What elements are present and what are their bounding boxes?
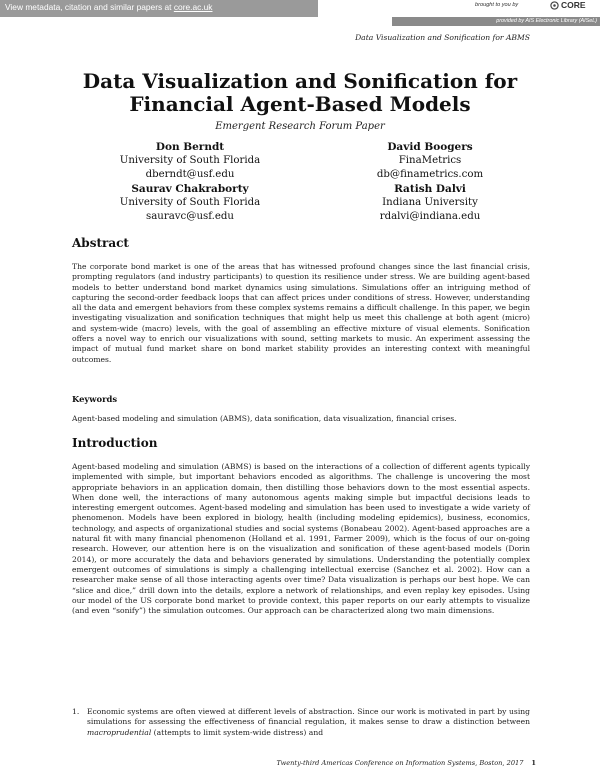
author-block	[350, 182, 510, 224]
author-affiliation: Indiana University	[382, 197, 478, 208]
author-name: Don Berndt	[155, 141, 225, 153]
keywords-heading: Keywords	[72, 394, 118, 404]
page-footer	[276, 759, 536, 767]
author-block	[350, 140, 510, 182]
author-affiliation: University of South Florida	[119, 155, 261, 166]
provided-by-text: provided by AIS Electronic Library (AISeL)	[496, 18, 597, 24]
abstract-text: The corporate bond market is one of the areas that has witnessed profound changes since the last financial crisis, prompting regulators (and industry participants) to question its resilience under stress. We are building agent-based models to better understand bond market dynamics using simulations. Simulations offer an intriguing method of capturing the second-order feedback loops that can affect prices under conditions of stress. However, understanding all the data and emergent behaviors from these complex systems remains a difficult challenge. In this paper, we begin investigating visualization and sonification techniques that might help us meet this challenge at both agent (micro) and system-wide (macro) levels, with the goal of assembling an effective mixture of visual elements. Sonification offers a novel way to enrich our visualizations with sound, setting markets to music. An experiment assessing the impact of mutual fund market share on bond market stability provides an interesting context with meaningful outcomes.	[72, 262, 530, 364]
core-link[interactable]: core.ac.uk	[173, 2, 213, 12]
running-head: Data Visualization and Sonification for ABMS	[355, 33, 530, 42]
paper-type: Emergent Research Forum Paper	[215, 121, 385, 132]
paper-title	[0, 70, 600, 116]
list-item-text: Economic systems are often viewed at different levels of abstraction. Since our work is motivated in part by using simulations for assessing the effectiveness of financial regulation, it makes sense to draw a distinction between macroprudential (attempts to limit system-wide distress) and	[87, 707, 530, 737]
introduction-heading: Introduction	[72, 436, 158, 450]
author-email: db@finametrics.com	[376, 169, 484, 180]
author-affiliation: University of South Florida	[119, 197, 261, 208]
author-name: Ratish Dalvi	[394, 183, 466, 195]
abstract-heading: Abstract	[72, 236, 129, 250]
author-block	[110, 140, 270, 182]
provided-by-bar	[392, 17, 600, 26]
author-email: rdalvi@indiana.edu	[379, 211, 481, 222]
core-banner	[0, 0, 600, 26]
title-line-1: Data Visualization and Sonification for	[82, 69, 518, 93]
author-name: David Boogers	[387, 141, 473, 153]
author-block	[110, 182, 270, 224]
core-metadata-bar[interactable]	[0, 0, 318, 17]
author-name: Saurav Chakraborty	[131, 183, 249, 195]
introduction-text: Agent-based modeling and simulation (ABMS) is based on the interactions of a collection of different agents typically implemented with simple, but important behaviors encoded as algorithms. The challenge is uncovering the most appropriate behaviors in an application domain, then distilling those behaviors down to the most essential aspects. When done well, the interactions of many autonomous agents making simple but impactful decisions leads to interesting emergent outcomes. Agent-based modeling and simulation has been used to investigate a wide variety of phenomenon. Models have been explored in biology, health (including modeling epidemics), business, economics, technology, and aspects of organizational studies and social systems (Bonabeau 2002). Agent-based approaches are a natural fit with many financial phenomenon (Holland et al. 1991, Farmer 2009), which is the focus of our on-going research. However, our attention here is on the visualization and sonification of these agent-based models (Dorin 2014), or more accurately the data and behaviors generated by simulations. Understanding the potentially complex emergent outcomes of simulations is simply a challenging intellectual exercise (Sanchez et al. 2002). How can a researcher make sense of all those interacting agents over time? Data visualization is perhaps our best hope. We can “slice and dice,” drill down into the details, explore a network of relationships, and even replay key episodes. Using our model of the US corporate bond market to provide context, this paper reports on our early attempts to visualize (and even “sonify”) the simulation outcomes. Our approach can be characterized along two main dimensions.	[72, 462, 530, 616]
core-logo-text: CORE	[561, 0, 586, 10]
author-email: dberndt@usf.edu	[145, 169, 235, 180]
list-item-number: 1.	[72, 707, 80, 716]
core-logo-icon	[550, 1, 559, 10]
author-affiliation: FinaMetrics	[398, 155, 462, 166]
footer-conference: Twenty-third Americas Conference on Information Systems, Boston, 2017	[276, 759, 524, 767]
emphasized-term: macroprudential	[87, 727, 152, 737]
title-line-2: Financial Agent-Based Models	[129, 92, 471, 116]
page-number: 1	[531, 759, 536, 767]
brought-to-you-text: brought to you by	[475, 2, 519, 8]
keywords-text: Agent-based modeling and simulation (ABMS), data sonification, data visualization, financial crises.	[72, 414, 457, 423]
core-logo[interactable]	[550, 0, 586, 10]
core-metadata-text[interactable]: View metadata, citation and similar papers at core.ac.uk	[5, 2, 213, 12]
list-item	[72, 707, 530, 738]
author-email: sauravc@usf.edu	[145, 211, 234, 222]
